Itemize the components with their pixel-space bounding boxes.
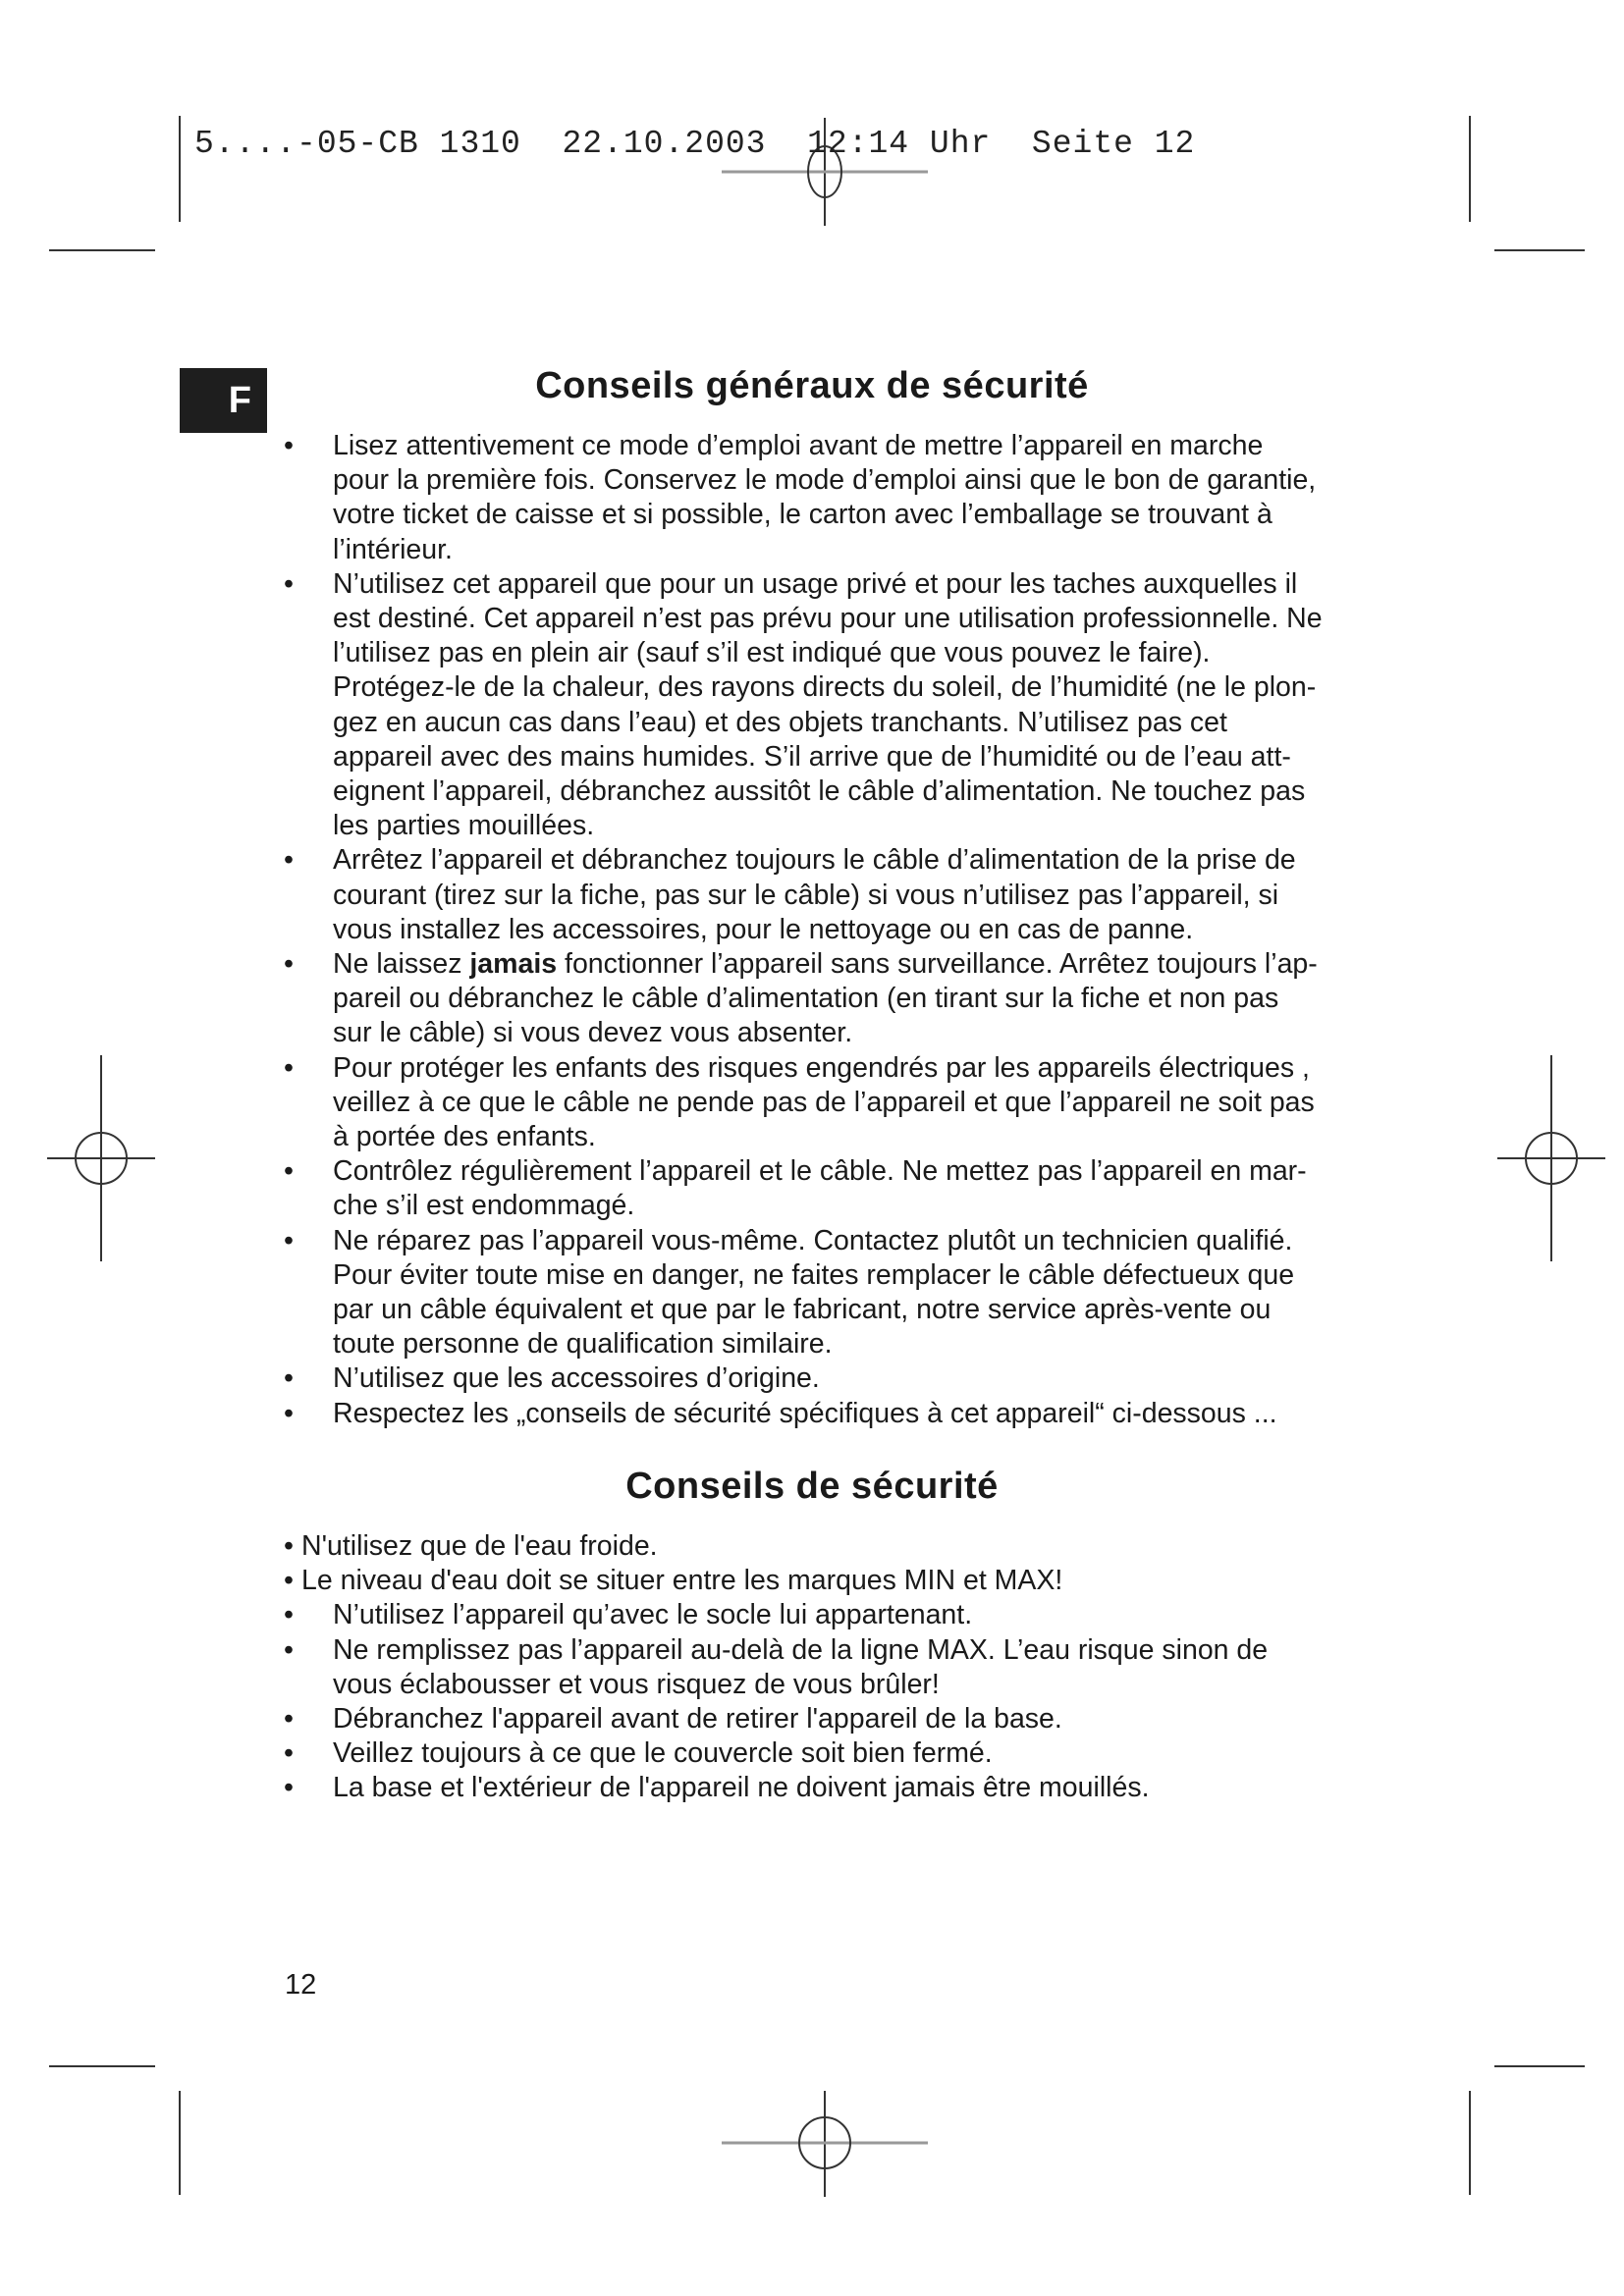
list-item-line [333,947,1394,982]
list-item-line: Contrôlez régulièrement l’appareil et le câble. Ne mettez pas l’appareil en mar- [333,1155,1307,1188]
bullet-icon: • [284,1397,294,1429]
list-item [275,1564,1394,1598]
registration-mark-icon [1497,1055,1605,1261]
text-segment: Ne laissez [333,948,470,981]
list-item-line: Pour protéger les enfants des risques engendrés par les appareils électriques , [333,1051,1310,1084]
crop-mark [179,116,181,222]
list-item-line: Respectez les „conseils de sécurité spécifiques à cet appareil“ ci-dessous ... [333,1397,1277,1429]
bullet-icon: • [284,1633,294,1666]
list-item-line: vous éclabousser et vous risquez de vous brûler! [333,1668,940,1700]
crop-mark [1494,2065,1585,2067]
list-item-line: toute personne de qualification similaire. [333,1328,833,1361]
list-item [275,1362,1394,1396]
list-item [275,1736,1394,1771]
list-item-line: sur le câble) si vous devez vous absenter. [333,1017,853,1049]
list-item-line: pour la première fois. Conservez le mode d’emploi ainsi que le bon de garantie, [333,464,1317,497]
list-item-line: Lisez attentivement ce mode d’emploi avant de mettre l’appareil en marche [333,430,1264,461]
list-item-line: N’utilisez cet appareil que pour un usage privé et pour les taches auxquelles il [333,567,1298,600]
list-item-line: Pour éviter toute mise en danger, ne faites remplacer le câble défectueux que [333,1258,1295,1291]
crop-mark [1494,249,1585,251]
list-item-line: Débranchez l'appareil avant de retirer l'appareil de la base. [333,1703,1062,1735]
print-slug: 5....-05-CB 1310 22.10.2003 12:14 Uhr Seite 12 [194,126,1196,162]
crop-mark [49,2065,155,2067]
safety-list-specific [275,1529,1394,1806]
page-number: 12 [285,1969,317,2001]
list-item-line: les parties mouillées. [333,810,595,842]
list-item [275,843,1394,947]
list-item-line: N’utilisez l’appareil qu’avec le socle lui appartenant. [333,1599,973,1631]
list-item-line: veillez à ce que le câble ne pende pas de l’appareil et que l’appareil ne soit pas [333,1086,1315,1118]
list-item [275,567,1394,844]
section-title: Conseils généraux de sécurité [535,365,1089,406]
list-item [275,1598,1394,1632]
bullet-icon: • [284,1565,294,1597]
bullet-icon: • [284,1224,294,1256]
list-item-line: appareil avec des mains humides. S’il arrive que de l’humidité ou de l’eau att- [333,740,1291,773]
list-item-line: Arrêtez l’appareil et débranchez toujours le câble d’alimentation de la prise de [333,844,1296,877]
bullet-icon: • [284,1051,294,1084]
section-title: Conseils de sécurité [625,1466,999,1507]
registration-mark-icon [47,1055,155,1261]
bullet-icon: • [284,1599,294,1631]
crop-mark [179,2091,181,2195]
bullet-icon: • [284,1703,294,1735]
list-item [275,429,1394,567]
bullet-icon: • [284,1530,294,1562]
list-item-line: eignent l’appareil, débranchez aussitôt le câble d’alimentation. Ne touchez pas [333,775,1306,808]
list-item [275,1397,1394,1431]
list-item [275,947,1394,1051]
crop-mark [1469,2091,1471,2195]
bullet-icon: • [284,1737,294,1770]
list-item-line: l’utilisez pas en plein air (sauf s’il est indiqué que vous pouvez le faire). [333,637,1211,669]
language-tab: F [180,368,267,433]
crop-mark [49,249,155,251]
list-item-line: N'utilisez que de l'eau froide. [301,1530,658,1562]
emphasis-text: jamais [469,948,558,981]
list-item-line: gez en aucun cas dans l’eau) et des objets tranchants. N’utilisez pas cet [333,706,1227,738]
bullet-icon: • [284,948,294,981]
bullet-icon: • [284,1772,294,1804]
list-item-line: l’intérieur. [333,533,453,565]
list-item-line: Veillez toujours à ce que le couvercle soit bien fermé. [333,1737,993,1770]
list-item [275,1051,1394,1155]
list-item-line: par un câble équivalent et que par le fabricant, notre service après-vente ou [333,1294,1272,1326]
list-item-line: Ne réparez pas l’appareil vous-même. Contactez plutôt un technicien qualifié. [333,1224,1293,1256]
bullet-icon: • [284,430,294,461]
list-item-line: che s’il est endommagé. [333,1190,635,1222]
bullet-icon: • [284,844,294,877]
list-item-line: vous installez les accessoires, pour le nettoyage ou en cas de panne. [333,913,1194,945]
list-item-line: pareil ou débranchez le câble d’alimentation (en tirant sur la fiche et non pas [333,983,1279,1015]
bullet-icon: • [284,567,294,600]
list-item-line: N’utilisez que les accessoires d’origine. [333,1362,820,1395]
text-segment: fonctionner l’appareil sans surveillance. Arrêtez toujours l’ap- [557,948,1318,981]
bullet-icon: • [284,1155,294,1188]
crop-mark [1469,116,1471,222]
list-item-line: à portée des enfants. [333,1121,596,1153]
list-item-line: Ne remplissez pas l’appareil au-delà de la ligne MAX. L’eau risque sinon de [333,1633,1269,1666]
list-item-line: Protégez-le de la chaleur, des rayons directs du soleil, de l’humidité (ne le plon- [333,671,1317,704]
list-item [275,1154,1394,1223]
list-item [275,1633,1394,1702]
list-item-line: courant (tirez sur la fiche, pas sur le câble) si vous n’utilisez pas l’appareil, si [333,879,1279,911]
list-item [275,1771,1394,1805]
list-item [275,1224,1394,1362]
list-item-line: La base et l'extérieur de l'appareil ne doivent jamais être mouillés. [333,1772,1150,1804]
list-item-line: est destiné. Cet appareil n’est pas prévu pour une utilisation professionnelle. Ne [333,603,1323,635]
bullet-icon: • [284,1362,294,1395]
registration-mark-icon [722,2091,928,2197]
safety-list-general [275,429,1394,1431]
list-item-line: Le niveau d'eau doit se situer entre les marques MIN et MAX! [301,1565,1063,1597]
list-item [275,1702,1394,1736]
list-item [275,1529,1394,1564]
list-item-line: votre ticket de caisse et si possible, le carton avec l’emballage se trouvant à [333,499,1272,531]
